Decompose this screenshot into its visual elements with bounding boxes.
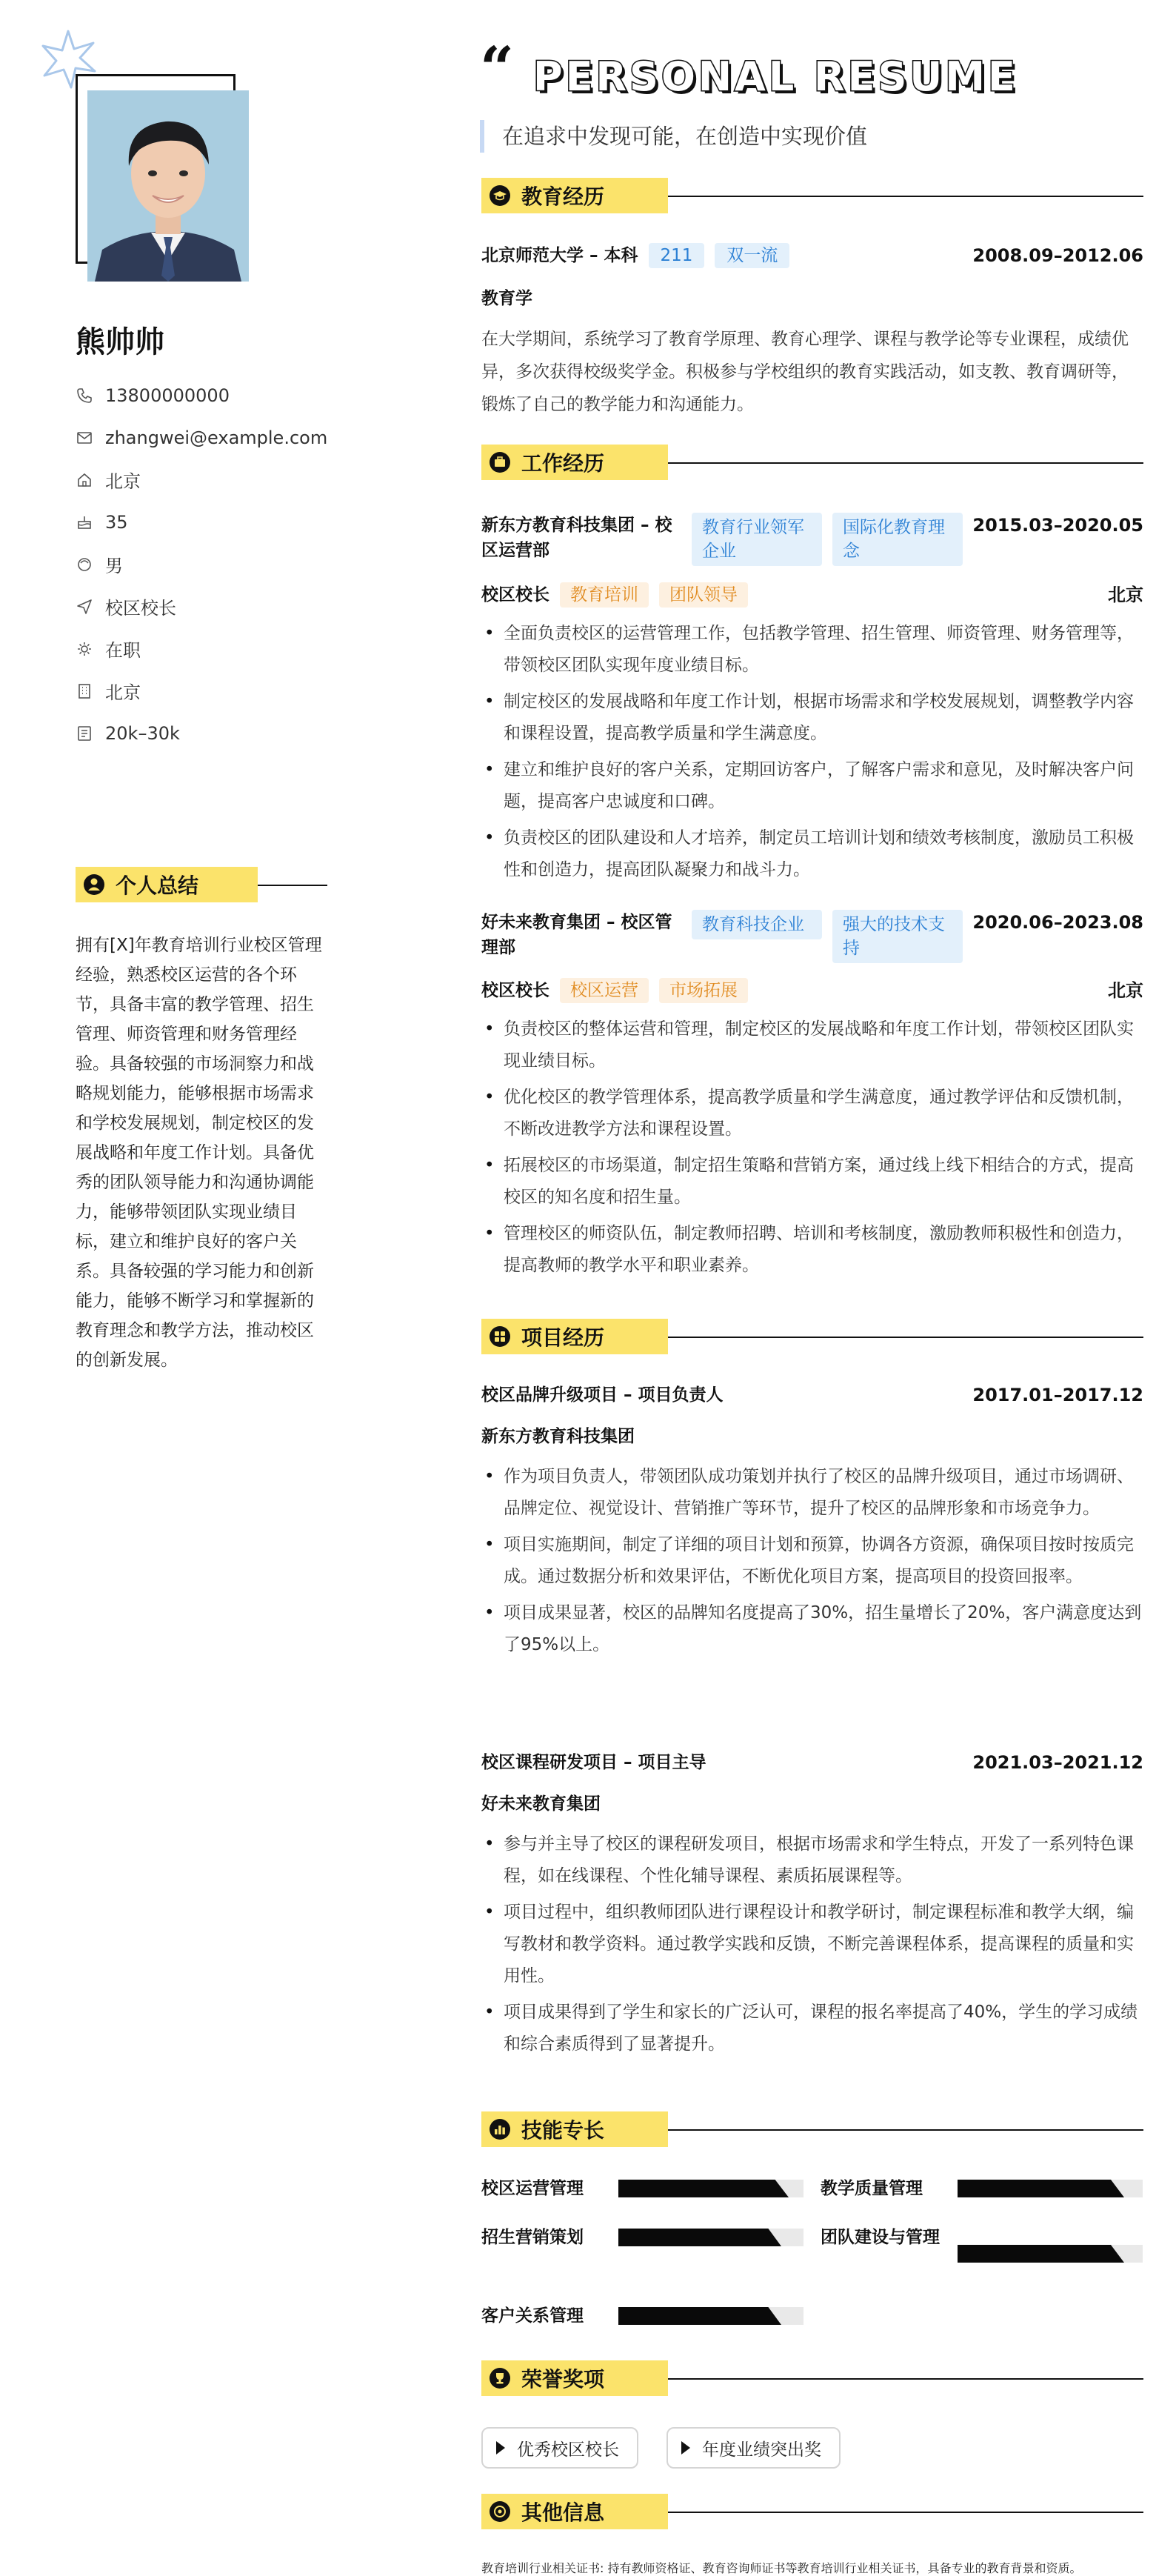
company-badge: 国际化教育理念 [832,513,963,566]
education-heading [481,178,1143,213]
skill-name: 教学质量管理 [821,2179,923,2198]
send-icon [76,598,93,616]
skill-item [481,2301,804,2331]
slogan: 在追求中发现可能，在创造中实现价值 [480,120,867,153]
contact-position [76,585,342,628]
section-tag [481,1319,668,1354]
page-title: PERSONAL RESUME [533,53,1018,100]
skill-name: 团队建设与管理 [821,2228,940,2247]
section-divider [668,2512,1143,2513]
quote-mark-icon: “ [480,33,515,103]
skill-bar [618,2307,804,2325]
cake-icon [76,513,93,531]
bar-chart-icon [489,2118,511,2140]
section-divider [668,2378,1143,2380]
list-item: • 优化校区的教学管理体系，提高教学质量和学生满意度，通过教学评估和反馈机制，不断改进教学方法和课程设置。 [481,1082,1143,1145]
job-role: 校区校长 [481,585,549,605]
skill-bar-fill [618,2229,781,2246]
job-role: 校区校长 [481,981,549,1000]
skill-item [481,2174,804,2203]
phone-icon [76,387,93,405]
play-triangle-icon [496,2441,505,2454]
project-title: 校区课程研发项目 – 项目主导 [481,1753,706,1772]
list-item: • 作为项目负责人，带领团队成功策划并执行了校区的品牌升级项目，通过市场调研、品牌定位、视觉设计、营销推广等环节，提升了校区的品牌形象和市场竞争力。 [481,1461,1143,1525]
education-description: 在大学期间，系统学习了教育学原理、教育心理学、课程与教学论等专业课程，成绩优异，多次获得校级奖学金。积极参与学校组织的教育实践活动，如支教、教育调研等，锻炼了自己的教学能力和沟通能力。 [481,330,1129,414]
home-icon [76,471,93,489]
award-name: 优秀校区校长 [517,2440,619,2460]
section-tag [481,2111,668,2147]
user-icon [83,873,105,896]
list-item: • 拓展校区的市场渠道，制定招生策略和营销方案，通过线上线下相结合的方式，提高校区的知名度和招生量。 [481,1150,1143,1214]
section-divider [668,1337,1143,1338]
contact-value: 男 [105,556,123,576]
skills-heading [481,2111,1143,2147]
skill-bar [958,2180,1143,2197]
section-title: 其他信息 [521,2500,605,2525]
section-tag [481,178,668,213]
school-name: 北京师范大学 – 本科 [481,246,638,265]
mail-icon [76,429,93,447]
person-name: 熊帅帅 [76,325,164,359]
avatar [87,90,249,282]
other-item [481,2559,1143,2576]
section-divider [258,885,327,886]
skill-bar-fill [618,2307,781,2325]
skill-name: 客户关系管理 [481,2306,584,2326]
contact-value: 20k–30k [105,722,180,744]
other-value: 持有教师资格证、教育咨询师证书等教育培训行业相关证书，具备专业的教育背景和资质。 [607,2561,1082,2575]
graduation-cap-icon [489,184,511,207]
list-item: • 项目实施期间，制定了详细的项目计划和预算，协调各方资源，确保项目按时按质完成。通过数据分析和效果评估，不断优化项目方案，提高项目的投资回报率。 [481,1529,1143,1593]
summary-heading [76,867,327,902]
skill-bar-fill [958,2180,1124,2197]
list-item: • 制定校区的发展战略和年度工作计划，根据市场需求和学校发展规划，调整教学内容和课程设置，提高教学质量和学生满意度。 [481,686,1143,750]
school-badge: 211 [649,243,705,268]
skill-name: 校区运营管理 [481,2179,584,2198]
job-role-row [481,582,1143,608]
job-tag: 教育培训 [560,582,649,608]
skill-bar-fill [618,2180,789,2197]
list-item: • 管理校区的师资队伍，制定教师招聘、培训和考核制度，激励教师积极性和创造力，提高教师的教学水平和职业素养。 [481,1218,1143,1282]
job-row [481,910,1143,963]
job-bullets [481,618,1143,891]
job-tag: 市场拓展 [659,978,748,1003]
job-tag: 校区运营 [560,978,649,1003]
contact-value: 校区校长 [105,598,176,619]
job-city: 北京 [1108,980,1143,1001]
list-item: • 参与并主导了校区的课程研发项目，根据市场需求和学生特点，开发了一系列特色课程，如在线课程、个性化辅导课程、素质拓展课程等。 [481,1828,1143,1892]
job-date: 2015.03–2020.05 [972,515,1143,536]
salary-icon [76,725,93,742]
job-bullets [481,1014,1143,1286]
contact-value: 在职 [105,640,141,661]
contact-value: 35 [105,511,128,533]
skill-item [481,2223,804,2252]
skill-item [821,2223,1143,2263]
job-role-row [481,978,1143,1003]
building-icon [76,682,93,700]
job-company: 好未来教育集团 – 校区管理部 [481,913,672,957]
other-label: 教育培训行业相关证书: [481,2561,604,2575]
section-tag [481,2360,668,2396]
list-item: • 负责校区的团队建设和人才培养，制定员工培训计划和绩效考核制度，激励员工积极性和创造力，提高团队凝聚力和战斗力。 [481,822,1143,886]
company-badge: 强大的技术支持 [832,910,963,963]
project-org: 好未来教育集团 [481,1794,601,1814]
award-item [666,2427,841,2469]
skill-bar [618,2229,804,2246]
project-date: 2017.01–2017.12 [972,1385,1143,1405]
section-title: 个人总结 [116,873,199,898]
project-title: 校区品牌升级项目 – 项目负责人 [481,1385,724,1405]
contact-value: 13800000000 [105,385,230,406]
project-bullets [481,1828,1143,2065]
project-date: 2021.03–2021.12 [972,1752,1143,1773]
contact-value: 北京 [105,682,141,703]
projects-heading [481,1319,1143,1354]
section-title: 项目经历 [521,1325,605,1350]
contact-city [76,670,342,712]
project-org: 新东方教育科技集团 [481,1427,635,1446]
briefcase-icon [489,451,511,473]
skill-item [821,2174,1143,2203]
skill-bar-fill [958,2245,1124,2263]
skill-bar [618,2180,804,2197]
school-badge: 双一流 [715,243,789,268]
contact-home [76,459,342,501]
section-divider [668,196,1143,197]
section-tag [481,445,668,480]
contact-value: 北京 [105,471,141,492]
education-date: 2008.09–2012.06 [972,245,1143,266]
play-triangle-icon [681,2441,690,2454]
list-item: • 项目过程中，组织教师团队进行课程设计和教学研讨，制定课程标准和教学大纲，编写教材和教学资料。通过教学实践和反馈，不断完善课程体系，提高课程的质量和实用性。 [481,1897,1143,1992]
section-divider [668,462,1143,464]
contact-email [76,416,342,459]
list-item: • 全面负责校区的运营管理工作，包括教学管理、招生管理、师资管理、财务管理等，带领校区团队实现年度业绩目标。 [481,618,1143,682]
contact-gender [76,543,342,585]
contact-list [76,374,342,754]
section-title: 工作经历 [521,451,605,476]
education-row [481,243,1143,268]
job-company: 新东方教育科技集团 – 校区运营部 [481,516,672,560]
award-item [481,2427,638,2469]
section-title: 技能专长 [521,2118,605,2143]
job-tag: 团队领导 [659,582,748,608]
job-row [481,513,1143,566]
section-tag [481,2494,668,2529]
section-divider [668,2129,1143,2131]
list-item: • 项目成果得到了学生和家长的广泛认可，课程的报名率提高了40%，学生的学习成绩和综合素质得到了显著提升。 [481,1997,1143,2060]
section-title: 荣誉奖项 [521,2367,605,2392]
work-heading [481,445,1143,480]
trophy-icon [489,2367,511,2389]
company-badge: 教育行业领军企业 [692,513,822,566]
grid-icon [489,1325,511,1348]
project-bullets [481,1461,1143,1665]
summary-text: 拥有[X]年教育培训行业校区管理经验，熟悉校区运营的各个环节，具备丰富的教学管理、招生管理、师资管理和财务管理经验。具备较强的市场洞察力和战略规划能力，能够根据市场需求和学校发展规划，制定校区的发展战略和年度工作计划。具备优秀的团队领导能力和沟通协调能力，能够带领团队实现业绩目标，建立和维护良好的客户关系。具备较强的学习能力和创新能力，能够不断学习和掌握新的教育理念和教学方法，推动校区的创新发展。 [76,936,322,1370]
honors-heading [481,2360,1143,2396]
status-icon [76,640,93,658]
skill-bar [958,2245,1143,2263]
list-item: • 负责校区的整体运营和管理，制定校区的发展战略和年度工作计划，带领校区团队实现业绩目标。 [481,1014,1143,1077]
info-badge-icon [489,2500,511,2523]
other-heading [481,2494,1143,2529]
contact-status [76,628,342,670]
company-badge: 教育科技企业 [692,910,822,939]
project-row [481,1750,1143,1775]
award-name: 年度业绩突出奖 [702,2440,821,2460]
contact-age [76,501,342,543]
list-item: • 项目成果显著，校区的品牌知名度提高了30%，招生量增长了20%，客户满意度达到了95%以上。 [481,1597,1143,1661]
section-tag [76,867,258,902]
section-title: 教育经历 [521,184,605,209]
job-date: 2020.06–2023.08 [972,912,1143,933]
gender-icon [76,556,93,573]
contact-phone [76,374,342,416]
job-city: 北京 [1108,585,1143,605]
list-item: • 建立和维护良好的客户关系，定期回访客户，了解客户需求和意见，及时解决客户问题，提高客户忠诚度和口碑。 [481,754,1143,818]
project-row [481,1382,1143,1408]
contact-salary [76,712,342,754]
education-major: 教育学 [481,289,532,308]
skill-name: 招生营销策划 [481,2228,584,2247]
contact-value: zhangwei@example.com [105,427,328,448]
